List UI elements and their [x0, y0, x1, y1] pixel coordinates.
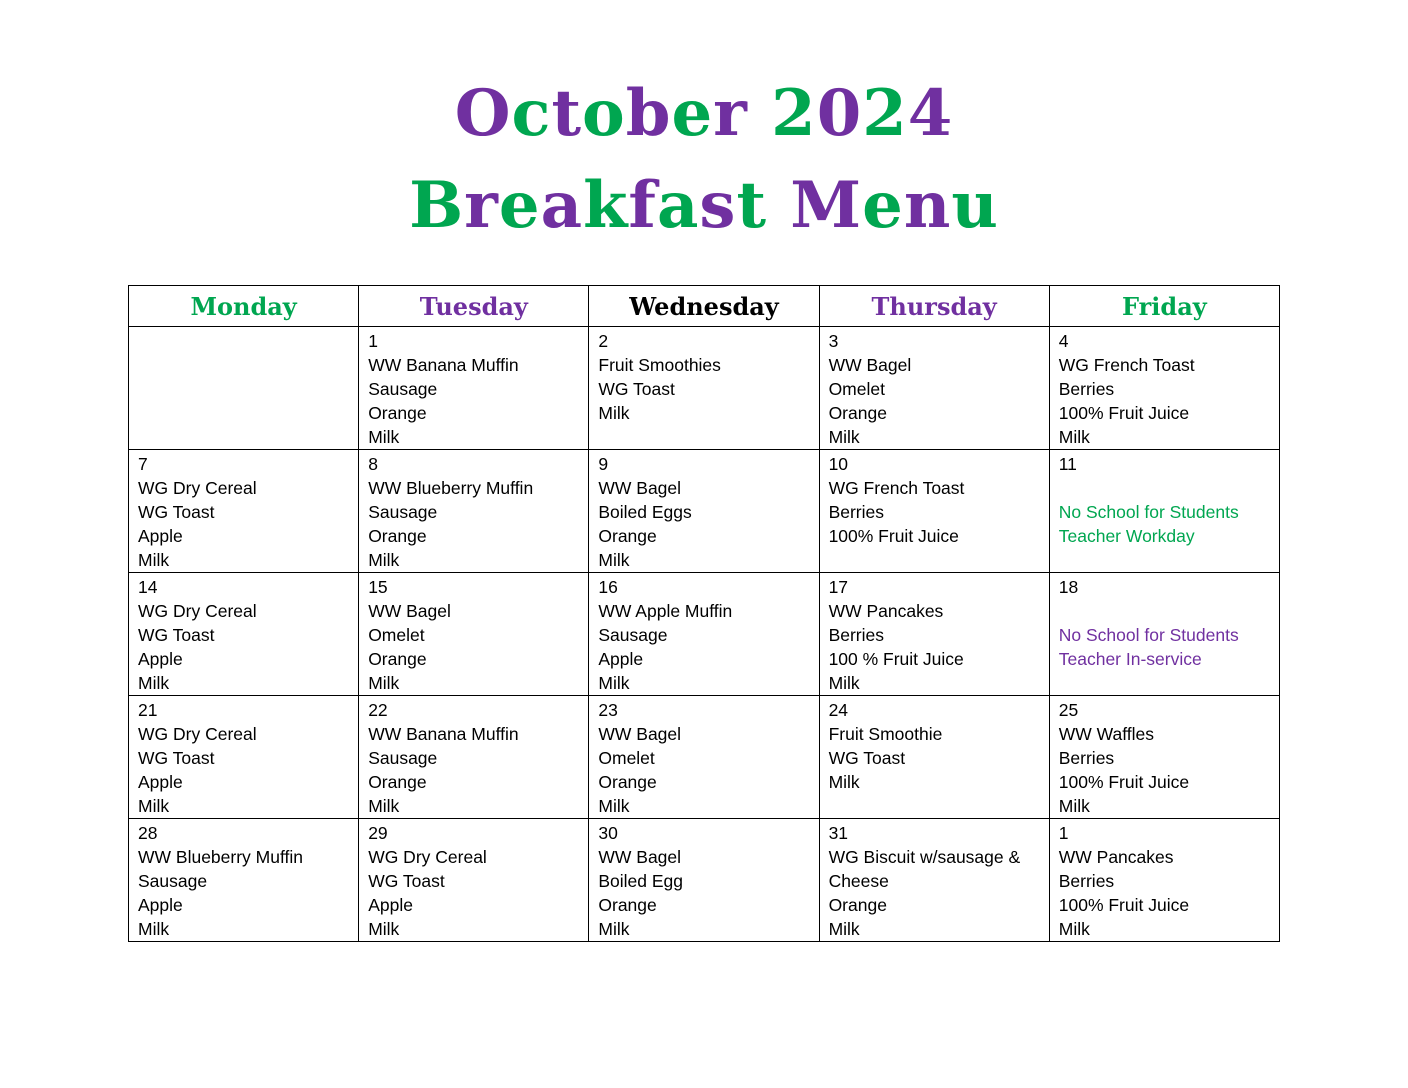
title-letter: s: [699, 168, 737, 243]
menu-item: Boiled Eggs: [598, 502, 692, 522]
menu-item: WG Dry Cereal: [368, 847, 487, 867]
day-cell: [1049, 450, 1279, 573]
menu-item: 100% Fruit Juice: [1058, 895, 1190, 915]
day-cell: [359, 696, 589, 819]
title-breakfast-menu: [0, 160, 1408, 252]
menu-item: 100% Fruit Juice: [1058, 772, 1190, 792]
title-letter: a: [656, 168, 700, 243]
day-number: 31: [828, 823, 849, 843]
menu-item: 100% Fruit Juice: [1058, 403, 1190, 423]
day-number: 21: [138, 700, 158, 720]
day-cell: [129, 327, 359, 450]
menu-item: Berries: [1058, 748, 1115, 768]
menu-item: Sausage: [368, 379, 438, 399]
day-cell: [129, 573, 359, 696]
menu-item: Milk: [368, 550, 400, 570]
title-letter: k: [583, 168, 629, 243]
menu-item: Orange: [368, 403, 427, 423]
menu-item: Milk: [828, 919, 860, 939]
menu-item: WW Banana Muffin: [368, 355, 519, 375]
day-number: 3: [828, 331, 839, 351]
day-cell: [1049, 327, 1279, 450]
title-letter: e: [862, 168, 904, 243]
title-letter: O: [454, 76, 512, 151]
menu-item: WG Toast: [138, 625, 215, 645]
day-number: 8: [368, 454, 378, 474]
day-cell: [819, 327, 1049, 450]
menu-item: WW Bagel: [598, 724, 682, 744]
menu-item: WG Dry Cereal: [138, 724, 257, 744]
menu-item: WG Toast: [138, 748, 215, 768]
title-letter: u: [951, 168, 999, 243]
menu-item: Orange: [828, 403, 887, 423]
menu-item: WG Dry Cereal: [138, 601, 257, 621]
menu-item: Berries: [828, 502, 884, 522]
menu-item: Orange: [368, 649, 427, 669]
week-row: [129, 450, 1280, 573]
menu-item: WG French Toast: [828, 478, 965, 498]
title-letter: t: [736, 168, 768, 243]
day-number: 10: [828, 454, 849, 474]
day-number: 16: [598, 577, 618, 597]
day-number: 7: [138, 454, 148, 474]
menu-item: WG Toast: [598, 379, 675, 399]
menu-item: Apple: [138, 772, 183, 792]
title-letter: f: [628, 168, 657, 243]
menu-item: Orange: [598, 895, 657, 915]
day-number: 18: [1058, 577, 1079, 597]
menu-item: WW Pancakes: [828, 601, 944, 621]
menu-item: Milk: [368, 796, 400, 816]
menu-item: Milk: [138, 796, 170, 816]
day-number: 11: [1058, 454, 1077, 474]
menu-item: Apple: [138, 526, 183, 546]
menu-item: WW Blueberry Muffin: [138, 847, 303, 867]
menu-item: Milk: [598, 796, 630, 816]
menu-item: [1059, 599, 1270, 623]
menu-item: Milk: [598, 919, 630, 939]
day-cell: [819, 450, 1049, 573]
menu-item: WW Bagel: [598, 847, 682, 867]
week-row: [129, 696, 1280, 819]
title-letter: M: [790, 168, 863, 243]
title-letter: 2: [862, 76, 908, 151]
day-cell: [129, 819, 359, 942]
calendar-body: [129, 327, 1280, 942]
menu-item: WW Bagel: [598, 478, 682, 498]
day-number: 29: [368, 823, 388, 843]
day-cell: [589, 696, 819, 819]
menu-item: Fruit Smoothie: [828, 724, 943, 744]
menu-item: Milk: [1058, 796, 1090, 816]
week-row: [129, 573, 1280, 696]
title-letter: [748, 68, 771, 160]
day-number: 25: [1058, 700, 1079, 720]
menu-item: Sausage: [368, 748, 438, 768]
day-cell: [1049, 573, 1279, 696]
weekday-header-row: [129, 286, 1280, 327]
day-cell: [819, 819, 1049, 942]
menu-item: Berries: [1058, 379, 1115, 399]
weekday-header-tuesday: Tuesday: [359, 286, 589, 327]
day-number: 14: [138, 577, 158, 597]
day-number: 24: [828, 700, 849, 720]
title-letter: o: [582, 76, 626, 151]
menu-item: WG Toast: [828, 748, 906, 768]
breakfast-menu-calendar: [128, 285, 1280, 942]
menu-item: Omelet: [598, 748, 655, 768]
day-number: 15: [368, 577, 388, 597]
menu-item: WG French Toast: [1058, 355, 1195, 375]
menu-item: Milk: [138, 673, 170, 693]
menu-item: Orange: [598, 772, 657, 792]
title-letter: 0: [816, 76, 863, 151]
menu-item: WG Dry Cereal: [138, 478, 257, 498]
menu-item: Boiled Egg: [598, 871, 684, 891]
menu-item: 100% Fruit Juice: [828, 526, 959, 546]
menu-item: Milk: [368, 919, 400, 939]
menu-item: Orange: [828, 895, 887, 915]
menu-item: Orange: [598, 526, 657, 546]
title-letter: r: [464, 168, 499, 243]
day-number: 30: [598, 823, 618, 843]
day-cell: [359, 450, 589, 573]
day-number: 22: [368, 700, 388, 720]
menu-item: WW Bagel: [368, 601, 451, 621]
menu-item: Apple: [138, 895, 183, 915]
menu-item: [1059, 476, 1270, 500]
menu-item: Milk: [138, 919, 170, 939]
weekday-header-friday: Friday: [1049, 286, 1279, 327]
weekday-header-monday: Monday: [129, 286, 359, 327]
title-letter: 2: [771, 76, 817, 151]
day-cell: [359, 573, 589, 696]
day-cell: [589, 327, 819, 450]
title-letter: a: [540, 168, 584, 243]
menu-item: Milk: [1058, 427, 1090, 447]
menu-item: WW Apple Muffin: [598, 601, 733, 621]
menu-item: No School for Students: [1058, 502, 1239, 522]
day-cell: [1049, 819, 1279, 942]
day-cell: [129, 696, 359, 819]
menu-item: Apple: [598, 649, 644, 669]
day-cell: [589, 450, 819, 573]
day-cell: [1049, 696, 1279, 819]
menu-title: [0, 68, 1408, 252]
menu-item: Teacher Workday: [1058, 526, 1195, 546]
day-number: 1: [368, 331, 378, 351]
menu-item: WW Pancakes: [1058, 847, 1174, 867]
day-number: 2: [598, 331, 609, 351]
menu-item: Milk: [828, 673, 860, 693]
menu-item: No School for Students: [1058, 625, 1239, 645]
day-number: 23: [598, 700, 618, 720]
title-letter: [767, 160, 790, 252]
menu-item: Milk: [828, 772, 860, 792]
menu-item: Omelet: [368, 625, 425, 645]
title-letter: e: [498, 168, 541, 243]
menu-item: Teacher In-service: [1058, 649, 1202, 669]
title-letter: b: [625, 76, 672, 151]
day-number: 9: [598, 454, 609, 474]
day-cell: [129, 450, 359, 573]
day-number: 4: [1058, 331, 1069, 351]
menu-item: Milk: [598, 550, 630, 570]
weekday-header-thursday: Thursday: [819, 286, 1049, 327]
day-cell: [359, 819, 589, 942]
day-number: 28: [138, 823, 158, 843]
menu-item: WG Toast: [138, 502, 215, 522]
menu-item: Sausage: [368, 502, 438, 522]
menu-item: WW Blueberry Muffin: [368, 478, 534, 498]
day-number: 1: [1058, 823, 1069, 843]
week-row: [129, 327, 1280, 450]
menu-item: Orange: [368, 526, 427, 546]
menu-item: Apple: [138, 649, 183, 669]
title-letter: 4: [907, 76, 954, 151]
menu-item: Milk: [828, 427, 860, 447]
menu-item: Milk: [598, 403, 630, 423]
title-letter: c: [511, 76, 552, 151]
menu-item: Milk: [1058, 919, 1090, 939]
day-cell: [589, 573, 819, 696]
menu-item: Cheese: [828, 871, 889, 891]
menu-item: Berries: [828, 625, 884, 645]
day-cell: [819, 696, 1049, 819]
menu-item: Orange: [368, 772, 427, 792]
menu-item: WW Banana Muffin: [368, 724, 519, 744]
title-letter: B: [409, 168, 465, 243]
menu-item: Omelet: [828, 379, 885, 399]
menu-item: Sausage: [138, 871, 208, 891]
title-month-year: [0, 68, 1408, 160]
menu-item: 100 % Fruit Juice: [828, 649, 964, 669]
week-row: [129, 819, 1280, 942]
menu-item: Milk: [368, 427, 400, 447]
title-letter: e: [671, 76, 714, 151]
title-letter: r: [713, 76, 748, 151]
menu-item: Milk: [138, 550, 170, 570]
menu-item: Milk: [368, 673, 400, 693]
day-number: 17: [828, 577, 849, 597]
menu-item: Sausage: [598, 625, 668, 645]
menu-item: Fruit Smoothies: [598, 355, 721, 375]
menu-item: Apple: [368, 895, 413, 915]
weekday-header-wednesday: Wednesday: [589, 286, 819, 327]
menu-item: WW Waffles: [1058, 724, 1155, 744]
title-letter: n: [903, 168, 952, 243]
day-cell: [819, 573, 1049, 696]
menu-item: WG Toast: [368, 871, 445, 891]
day-cell: [359, 327, 589, 450]
menu-item: Berries: [1058, 871, 1115, 891]
menu-item: WW Bagel: [828, 355, 912, 375]
title-letter: t: [551, 76, 582, 151]
day-cell: [589, 819, 819, 942]
menu-item: Milk: [598, 673, 630, 693]
menu-item: WG Biscuit w/sausage &: [828, 847, 1021, 867]
